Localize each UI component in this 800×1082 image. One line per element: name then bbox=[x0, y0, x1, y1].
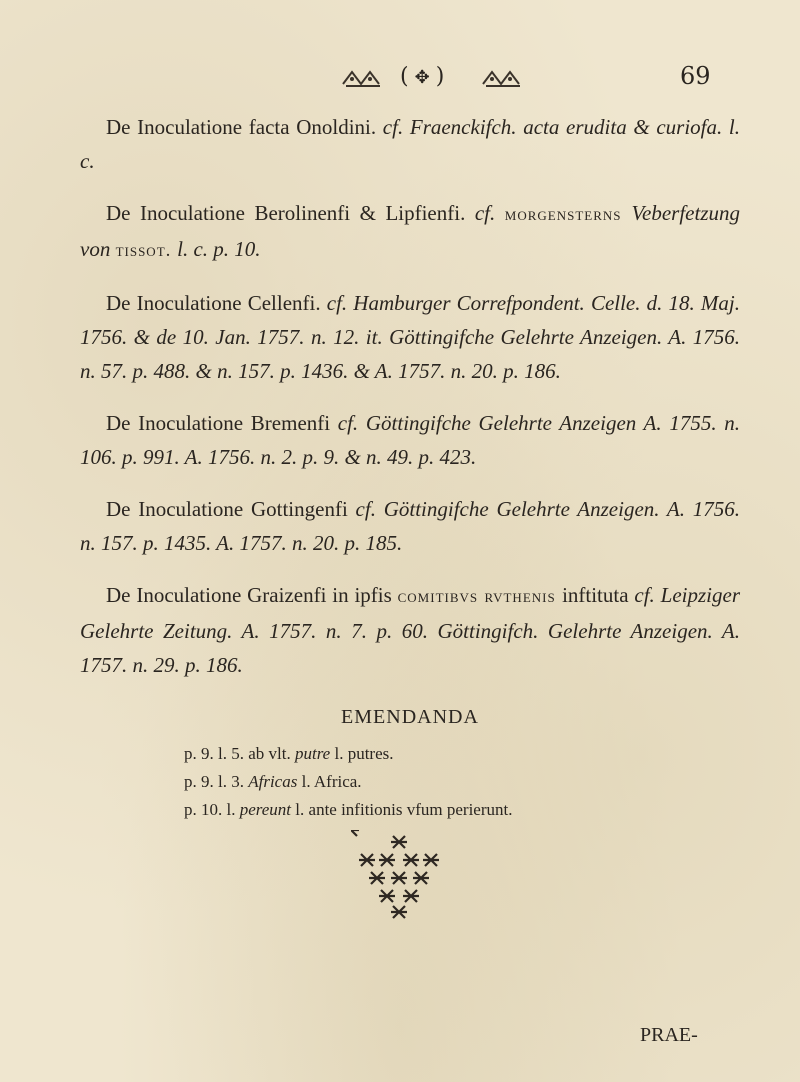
entry-text: cf. bbox=[474, 201, 505, 225]
ornament-icon bbox=[480, 68, 526, 88]
entry-text: De Inoculatione facta Onoldini. bbox=[106, 115, 383, 139]
entry-text: De Inoculatione Berolinenfi & Lipfienfi. bbox=[106, 201, 475, 225]
fleuron-icon bbox=[351, 830, 447, 922]
emendanda-item bbox=[184, 740, 740, 768]
emendanda-title: EMENDANDA bbox=[341, 706, 479, 728]
emendanda-correction: l. ante infitionis vfum perierunt. bbox=[291, 800, 513, 819]
header-parenthesis bbox=[400, 64, 448, 89]
entry-text: tissot. bbox=[115, 240, 178, 261]
entry-text: De Inoculatione Gottingenfi bbox=[106, 497, 356, 521]
entry-text: inftituta bbox=[562, 583, 635, 607]
entry-text: Veberfetzung von bbox=[80, 201, 740, 261]
bibliography-entry bbox=[80, 196, 740, 268]
emendanda-ref: p. 9. l. 5. ab vlt. bbox=[184, 744, 295, 763]
page-body bbox=[80, 110, 740, 824]
catchword: PRAE- bbox=[640, 1024, 698, 1046]
entry-text: cf. Fraenckifch. acta erudita & curiofa. l. c. bbox=[80, 115, 740, 173]
emendanda-ref: p. 9. l. 3. bbox=[184, 772, 249, 791]
close-paren: ) bbox=[435, 64, 449, 89]
bibliography-entry bbox=[80, 406, 740, 474]
entry-text: comitibvs rvthenis bbox=[397, 586, 563, 607]
bibliography-entry bbox=[80, 110, 740, 178]
entry-text: cf. Leipziger Gelehrte Zeitung. A. 1757. n. 7. p. 60. Göttingifch. Gelehrte Anzeigen. A. 1757. n. 29. p. 186. bbox=[80, 583, 740, 677]
emendanda-item bbox=[184, 796, 740, 824]
entry-text: cf. Göttingifche Gelehrte Anzeigen A. 1755. n. 106. p. 991. A. 1756. n. 2. p. 9. & n. 49. p. 423. bbox=[80, 411, 740, 469]
bibliography-entry bbox=[80, 492, 740, 560]
entries-list bbox=[80, 110, 740, 682]
emendanda-correction: l. Africa. bbox=[297, 772, 362, 791]
bibliography-entry bbox=[80, 286, 740, 388]
entry-text: l. c. p. 10. bbox=[177, 237, 261, 261]
bibliography-entry bbox=[80, 578, 740, 682]
ornament-icon bbox=[340, 68, 386, 88]
entry-text: De Inoculatione Bremenfi bbox=[106, 411, 338, 435]
open-paren: ( bbox=[400, 64, 413, 89]
emendanda-wrong: putre bbox=[294, 744, 331, 763]
page-number: 69 bbox=[680, 62, 711, 90]
emendanda-ref: p. 10. l. bbox=[184, 800, 240, 819]
page-header bbox=[0, 58, 800, 98]
emendanda-wrong: pereunt bbox=[239, 800, 292, 819]
emendanda-wrong: Africas bbox=[248, 772, 298, 791]
entry-text: De Inoculatione Graizenfi in ipfis bbox=[106, 583, 398, 607]
emendanda-item bbox=[184, 768, 740, 796]
cross-ornament-icon: ✥ bbox=[414, 67, 434, 88]
entry-text: morgensterns bbox=[504, 204, 632, 225]
entry-text: cf. Göttingifche Gelehrte Anzeigen. A. 1756. n. 157. p. 1435. A. 1757. n. 20. p. 185. bbox=[80, 497, 740, 555]
emendanda-correction: l. putres. bbox=[330, 744, 394, 763]
emendanda-list bbox=[184, 740, 740, 824]
entry-text: cf. Hamburger Correfpondent. Celle. d. 18. Maj. 1756. & de 10. Jan. 1757. n. 12. it. Göttingifche Gelehrte Anzeigen. A. 1756. n. 57. p. 488. & n. 157. p. 1436. & A. 1757. n. 20. p. 186. bbox=[80, 291, 740, 383]
entry-text: De Inoculatione Cellenfi. bbox=[106, 291, 327, 315]
